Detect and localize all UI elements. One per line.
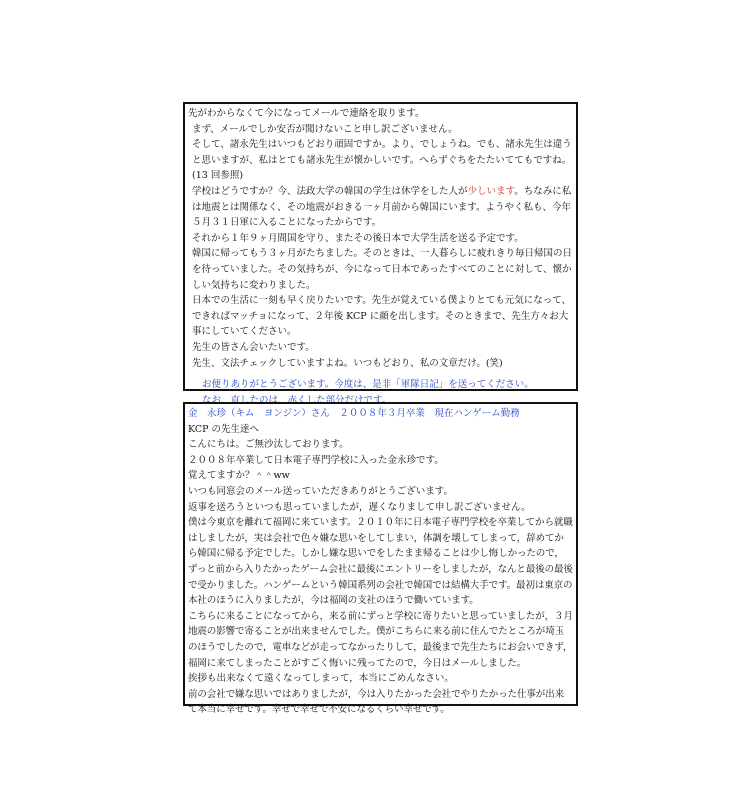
letter2-line: 僕は今東京を離れて福岡に来ています。２０１０年に日本電子専門学校を卒業してから就職はしましたが，実は会社で色々嫌な思いをしてしまい，体調を壊してしまって，辞めてから韓国に帰る予定でした。しかし嫌な思いでをしたまま帰ることは少し悔しかったので，ずっと前から入りたかったゲーム会社に最後にエントリーをしましたが，なんと最後の最後で受かりました。ハンゲームという韓国系列の会社で韓国では結構大手です。最初は東京の本社のほうに入りましたが，今は福岡の支社のほうで働いています。 bbox=[188, 517, 573, 607]
letter2-line: いつも同窓会のメール送っていただきありがとうございます。 bbox=[188, 485, 454, 497]
letter2-line: こんにちは。ご無沙汰しております。 bbox=[188, 439, 349, 451]
correction-text: 少しいます bbox=[467, 185, 515, 197]
letter1-paragraph-school bbox=[188, 184, 573, 231]
letter2-line: 返事を送ろうといつも思っていましたが，遅くなりまして申し訳ございません。 bbox=[188, 501, 531, 513]
letter1-line: 先がわからなくて今になってメールで連絡を取ります。 bbox=[188, 108, 425, 119]
teacher-reply: お便りありがとうございます。今度は、是非「軍隊日記」を送ってください。 bbox=[202, 379, 534, 391]
letter2-line: 覚えてますか？＾＾ww bbox=[188, 470, 290, 482]
letter1-text: 学校はどうですか？今、法政大学の韓国の学生は休学をした人が bbox=[192, 185, 468, 197]
letter2-line: 挨拶も出来なくて遠くなってしまって，本当にごめんなさい。 bbox=[188, 673, 454, 685]
letter2-line: ２００８年卒業して日本電子専門学校に入った金永珍です。 bbox=[188, 454, 444, 466]
letter-box-1 bbox=[183, 102, 586, 406]
letter1-line: 先生、文法チェックしていますよね。いつもどおり、私の文章だけ。(笑) bbox=[192, 357, 503, 369]
letter1-line: 先生の皆さん会いたいです。 bbox=[192, 341, 315, 353]
letter2-line: KCP の先生達へ bbox=[188, 423, 260, 435]
letter2-header: 金 永珍（キム ヨンジン）さん ２００８年３月卒業 現在ハンゲーム勤務 bbox=[188, 408, 520, 419]
letter2-line: 前の会社で嫌な思いではありましたが，今は入りたかった会社でやりたかった仕事が出来て本当に幸せです。幸せで幸せで不安になるくらい幸せです。 bbox=[188, 688, 565, 716]
letter-box-2 bbox=[183, 402, 578, 716]
letter1-line: 韓国に帰ってもう３ヶ月がたちました。そのときは、一人暮らしに疲れきり毎日帰国の日を待っていました。その気持ちが、今になって日本であったすべてのことに対して、懐かしい気持ちに変わりました。 bbox=[192, 248, 573, 291]
letter1-line: 日本での生活に一刻も早く戻りたいです。先生が覚えている僕よりとても元気になって、できればマッチョになって、２年後 KCP に顔を出します。そのときまで、先生方々お大事にしていてください。 bbox=[192, 295, 572, 338]
letter1-line: それから１年９ヶ月間国を守り、またその後日本で大学生活を送る予定です。 bbox=[192, 232, 524, 244]
teacher-reply: なお、直したのは、赤くした部分だけです。 bbox=[202, 394, 392, 406]
letter2-line: こちらに来ることになってから，来る前にずっと学校に寄りたいと思っていましたが，３月地震の影響で寄ることが出来ませんでした。僕がこちらに来る前に住んでたところが埼玉のほうでしたので，電車などが走ってなかったりして，最後まで先生たちにお会いできず，福岡に来てしまったことがすごく悔いに残ってたので，今日はメールしました。 bbox=[188, 610, 573, 669]
letter1-text: 。ちなみに私は地震とは関係なく、その地震がおきる一ヶ月前から韓国にいます。ようやく私も、今年５月３１日軍に入ることになったからです。 bbox=[192, 185, 572, 229]
letter1-line: まず、メールでしか安否が聞けないこと申し訳ございません。 bbox=[192, 123, 458, 135]
letter1-line: そして、諸永先生はいつもどおり頑固ですか。より、でしょうね。でも、諸永先生は違うと思いますが、私はとても諸永先生が懐かしいです。へらずぐちをたたいててもですね。 (13 回参照) bbox=[192, 139, 586, 182]
